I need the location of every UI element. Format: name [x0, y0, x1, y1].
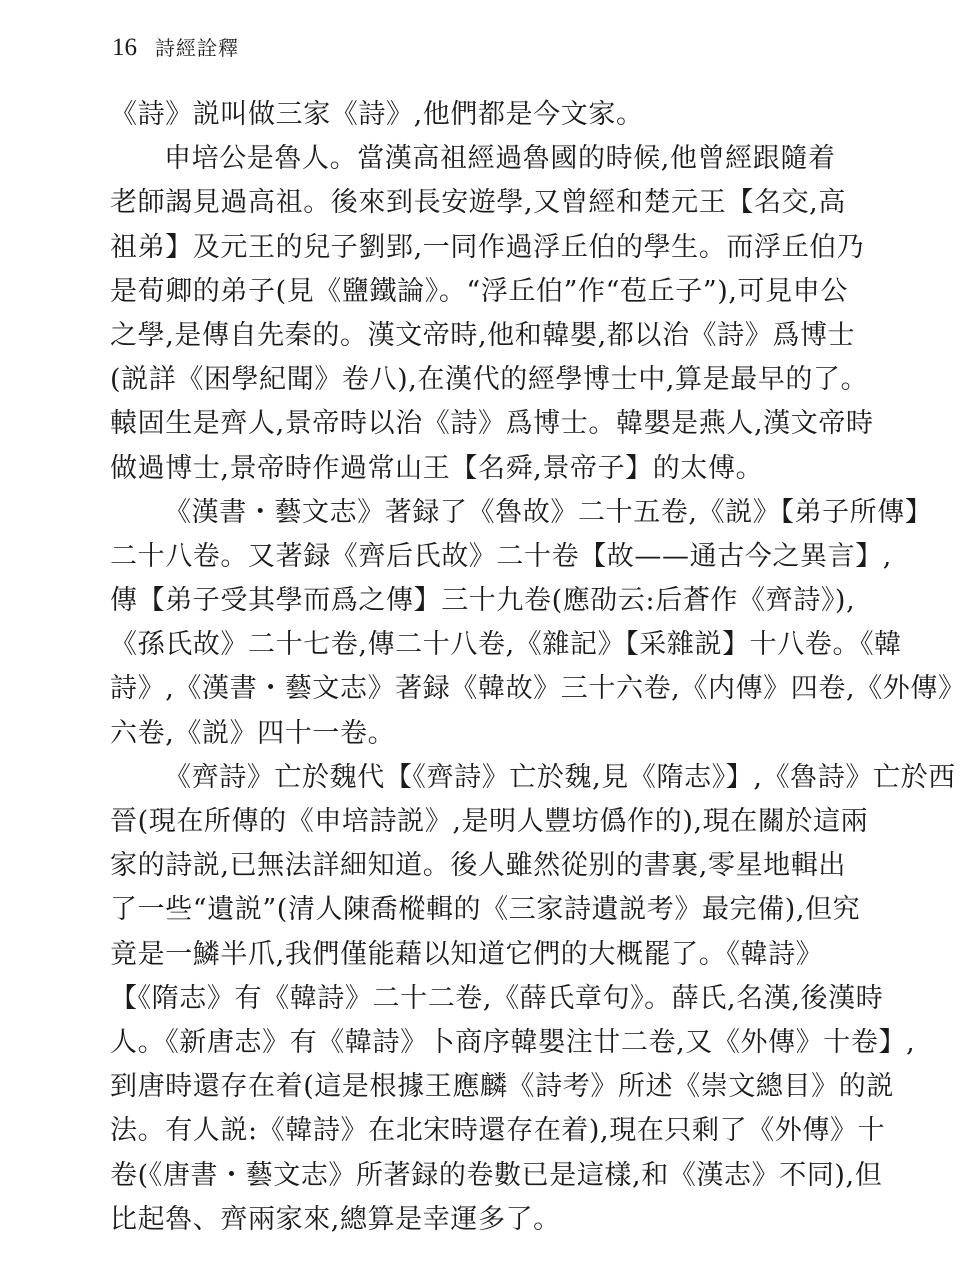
- text-line: 了一些“遺説”(清人陳喬樅輯的《三家詩遺説考》最完備),但究: [110, 894, 861, 926]
- text-line: 轅固生是齊人,景帝時以治《詩》爲博士。韓嬰是燕人,漢文帝時: [110, 408, 874, 440]
- text-line: 傳【弟子受其學而爲之傳】三十九卷(應劭云:后蒼作《齊詩》),: [110, 585, 856, 617]
- text-line: 二十八卷。又著録《齊后氏故》二十卷【故——通古今之異言】,: [110, 540, 892, 572]
- text-line: 詩》,《漢書・藝文志》著録《韓故》三十六卷,《内傳》四卷,《外傳》: [110, 673, 966, 705]
- text-line: 之學,是傳自先秦的。漢文帝時,他和韓嬰,都以治《詩》爲博士: [110, 319, 856, 351]
- text-line: 【《隋志》有《韓詩》二十二卷,《薛氏章句》。薛氏,名漢,後漢時: [110, 982, 884, 1014]
- text-line: 竟是一鱗半爪,我們僅能藉以知道它們的大概罷了。《韓詩》: [110, 938, 824, 970]
- text-line: 祖弟】及元王的兒子劉郢,一同作過浮丘伯的學生。而浮丘伯乃: [110, 231, 865, 263]
- text-line: 是荀卿的弟子(見《鹽鐵論》。“浮丘伯”作“苞丘子”),可見申公: [110, 275, 848, 307]
- text-line: 申培公是魯人。當漢高祖經過魯國的時候,他曾經跟隨着: [164, 143, 836, 175]
- text-line: 到唐時還存在着(這是根據王應麟《詩考》所述《崇文總目》的説: [110, 1071, 894, 1103]
- page-header: [112, 32, 239, 62]
- text-line: (説詳《困學紀聞》卷八),在漢代的經學博士中,算是最早的了。: [110, 364, 869, 396]
- text-line: 《詩》説叫做三家《詩》,他們都是今文家。: [110, 99, 644, 130]
- text-line: 法。有人説:《韓詩》在北宋時還存在着),現在只剩了《外傳》十: [110, 1115, 886, 1147]
- running-title: 詩經詮釋: [155, 36, 239, 60]
- text-line: 卷(《唐書・藝文志》所著録的卷數已是這樣,和《漢志》不同),但: [110, 1159, 883, 1191]
- text-line: 人。《新唐志》有《韓詩》卜商序韓嬰注廿二卷,又《外傳》十卷】,: [110, 1026, 916, 1058]
- text-line: 《漢書・藝文志》著録了《魯故》二十五卷,《説》【弟子所傳】: [164, 496, 933, 528]
- body-text: [110, 93, 966, 1242]
- text-line: 老師謁見過高祖。後來到長安遊學,又曾經和楚元王【名交,高: [110, 187, 846, 219]
- text-line: 晉(現在所傳的《申培詩説》,是明人豐坊僞作的),現在關於這兩: [110, 806, 869, 837]
- text-line: 《孫氏故》二十七卷,傳二十八卷,《雜記》【采雜説】十八卷。《韓: [110, 629, 902, 661]
- page-number: 16: [112, 34, 137, 61]
- text-line: 六卷,《説》四十一卷。: [110, 717, 396, 749]
- text-line: 家的詩説,已無法詳細知道。後人雖然從别的書裏,零星地輯出: [110, 850, 846, 882]
- text-line: 《齊詩》亡於魏代【《齊詩》亡於魏,見《隋志》】,《魯詩》亡於西: [164, 761, 956, 793]
- text-line: 做過博士,景帝時作過常山王【名舜,景帝子】的太傅。: [110, 452, 764, 484]
- text-line: 比起魯、齊兩家來,總算是幸運多了。: [110, 1203, 561, 1235]
